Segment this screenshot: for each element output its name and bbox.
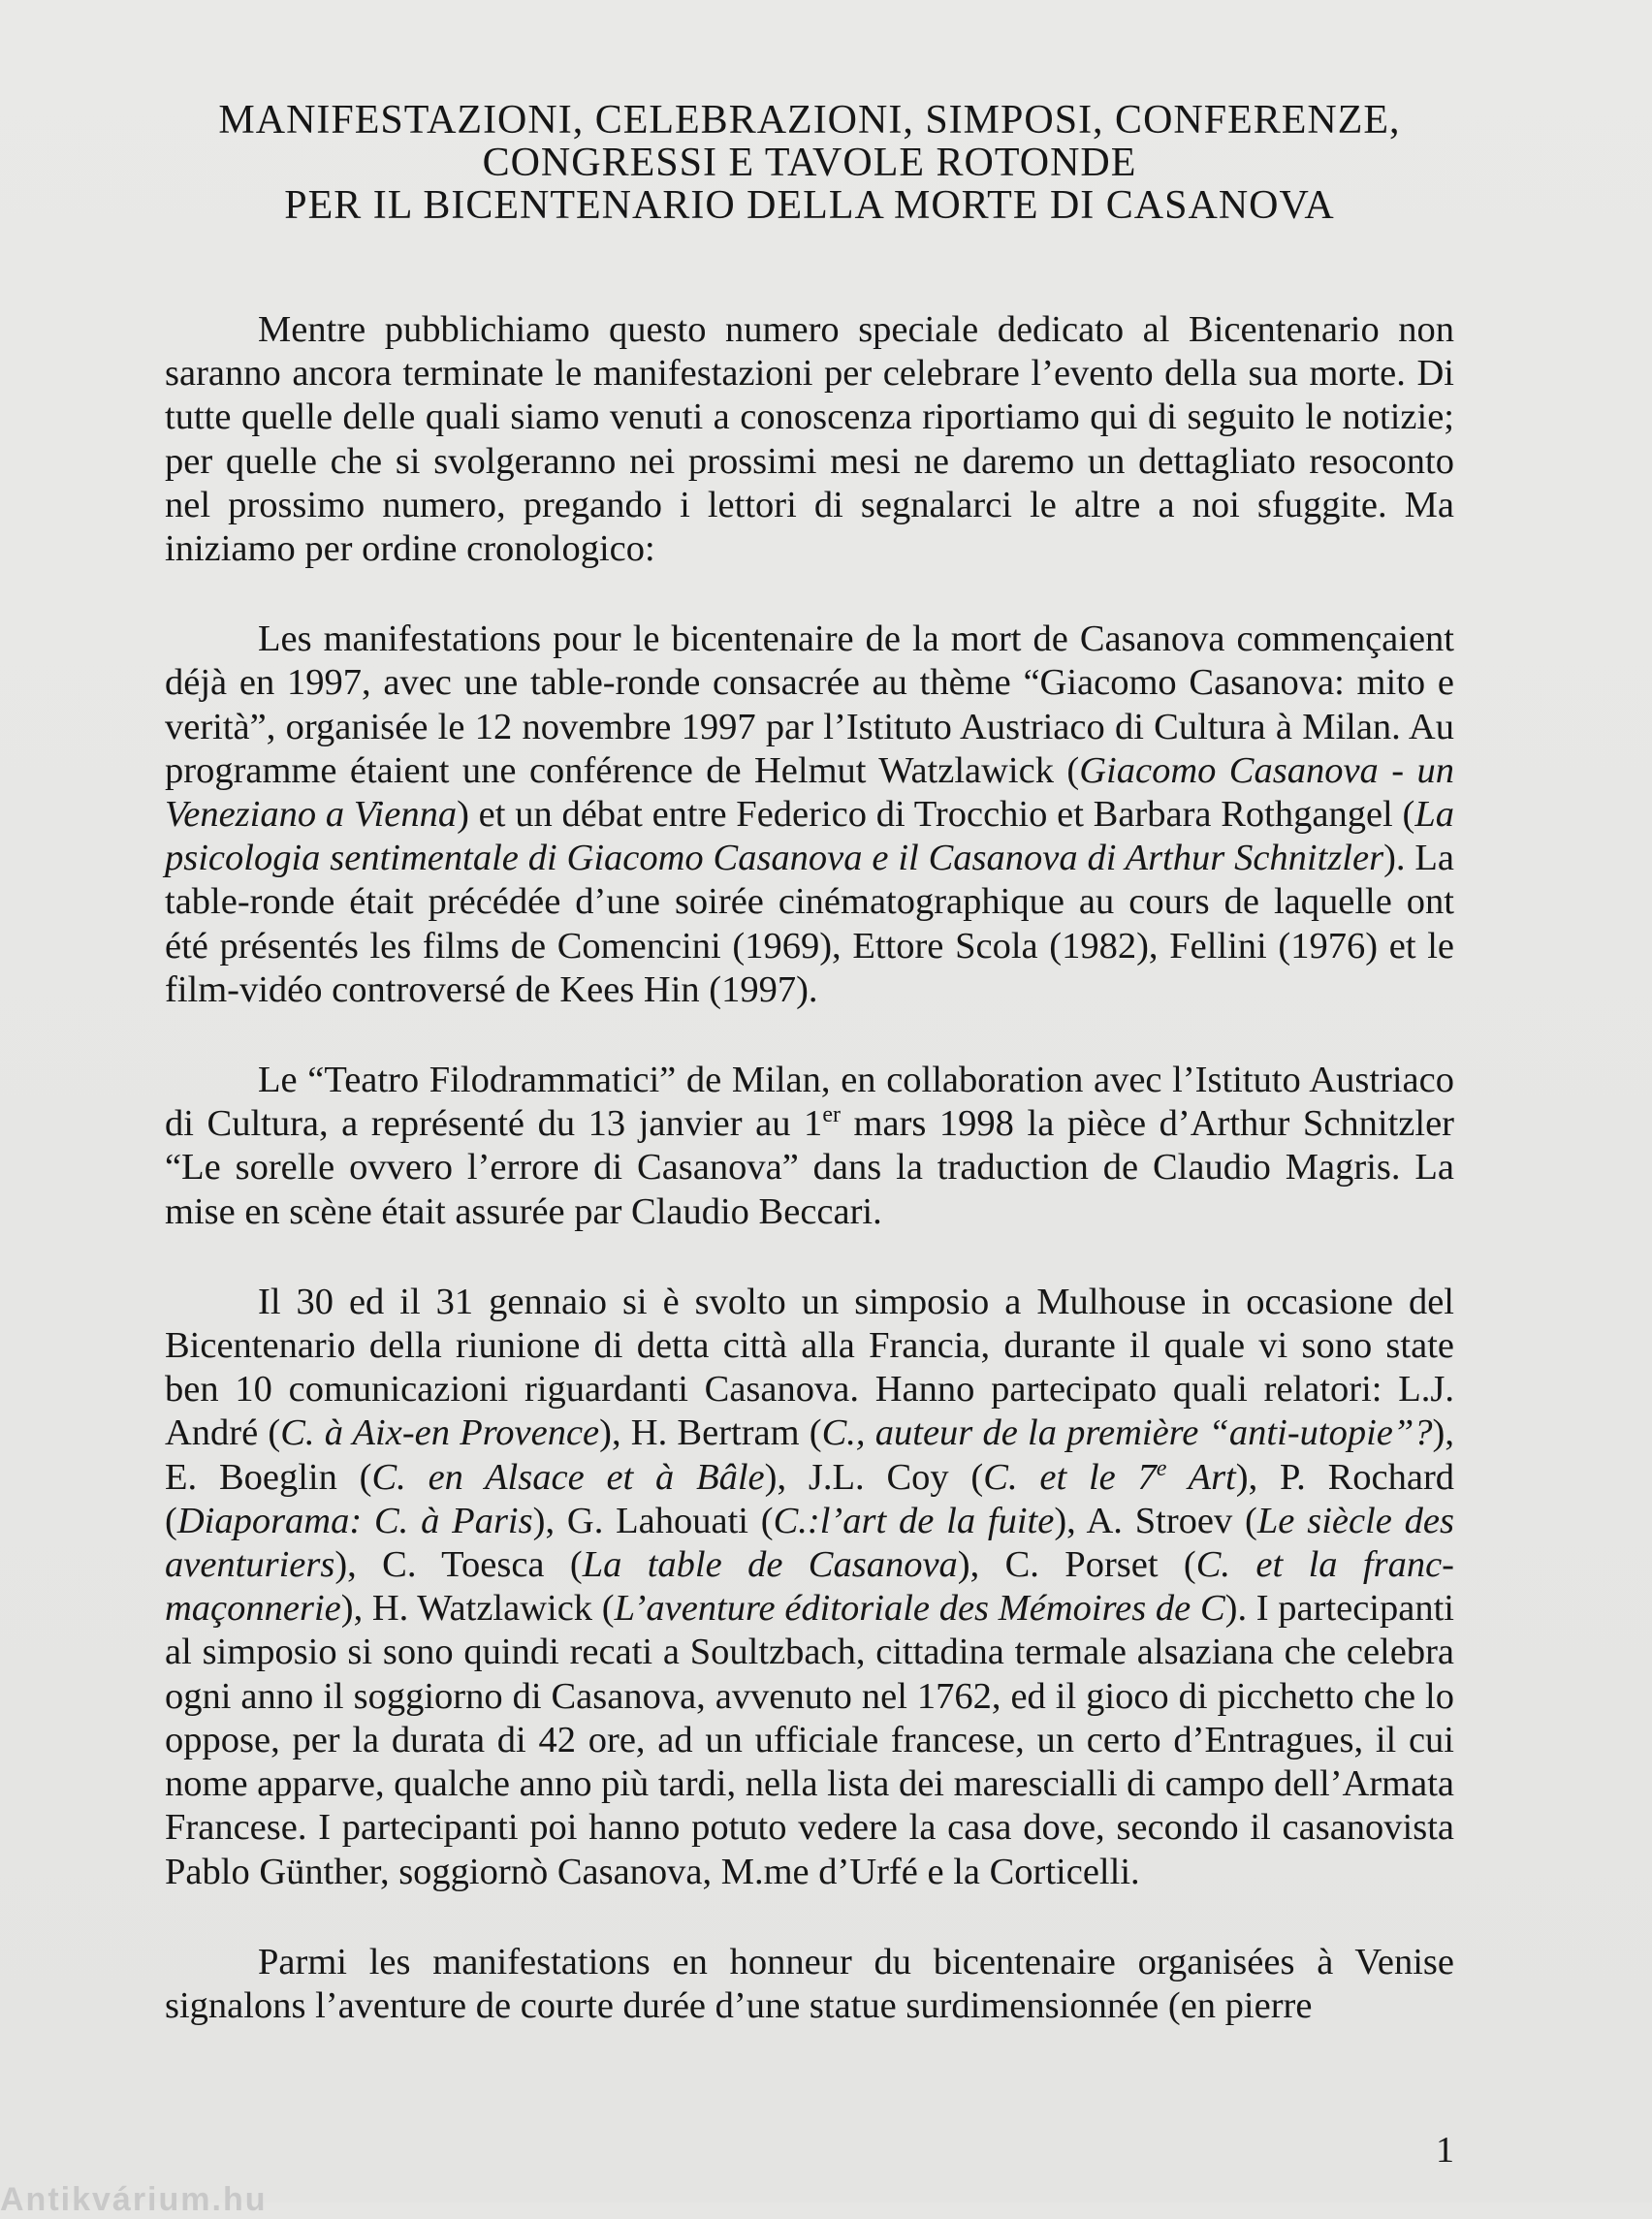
- italic-title-text: C. à Aix-en Provence: [280, 1412, 600, 1454]
- italic-title-text: Giacomo Casanova - un Veneziano a Vienna: [165, 749, 1454, 836]
- paragraph-text: ), C. Toesca (: [334, 1544, 583, 1586]
- italic-title-text: L’aventure éditoriale des Mémoires de C: [614, 1588, 1225, 1630]
- paragraph-4: [165, 1281, 1454, 1894]
- paragraph-text: Les manifestations pour le bicentenaire de la mort de Casanova commençaient déjà en 1997, avec une table-ronde consacrée au thème “Giacomo Casanova: mito e verità”, organisée le 12 novembre 1997 par l’Istituto Austriaco di Cultura à Milan. Au programme étaient une conférence de Helmut Watzlawick (: [165, 618, 1454, 791]
- paragraph-text: ), H. Watzlawick (: [340, 1588, 615, 1630]
- paragraph-text: ). I partecipanti al simposio si sono quindi recati a Soultzbach, cittadina termale alsaziana che celebra ogni anno il soggiorno di Casanova, avvenuto nel 1762, ed il gioco di picchetto che lo oppose, per la durata di 42 ore, ad un ufficiale francese, un certo d’Entragues, il cui nome apparve, qualche anno più tardi, nella lista dei marescialli di campo dell’Armata Francese. I partecipanti poi hanno potuto vedere la casa dove, secondo il casanovista Pablo Günther, soggiornò Casanova, M.me d’Urfé e la Corticelli.: [165, 1588, 1454, 1892]
- superscript-text: e: [1156, 1455, 1167, 1481]
- italic-title-text: C., auteur de la première “anti-utopie”?: [821, 1412, 1433, 1454]
- title-line-2: CONGRESSI E TAVOLE ROTONDE: [482, 141, 1137, 185]
- paragraph-text: ), J.L. Coy (: [764, 1456, 984, 1498]
- article-title: [165, 99, 1454, 227]
- italic-title-text: Diaporama: C. à Paris: [176, 1500, 533, 1541]
- paragraph-3: [165, 1059, 1454, 1234]
- italic-title-text: Le siècle des aventuriers: [165, 1500, 1454, 1586]
- paragraph-1: [165, 308, 1454, 571]
- superscript-text: er: [822, 1102, 841, 1128]
- italic-title-text: C. en Alsace et à Bâle: [371, 1456, 765, 1498]
- paragraph-text: ), E. Boeglin (: [165, 1412, 1454, 1498]
- page-number: 1: [1436, 2130, 1454, 2171]
- paragraph-text: ). La table-ronde était précédée d’une soirée cinématographique au cours de laquelle ont été présentés les films de Comencini (1969), Ettore Scola (1982), Fellini (1976) et le film-vidéo controversé de Kees Hin (1997).: [165, 838, 1454, 1010]
- paragraph-2: [165, 618, 1454, 1012]
- paragraph-text: ), G. Lahouati (: [532, 1500, 774, 1541]
- italic-title-text: Art: [1166, 1456, 1236, 1498]
- title-line-1: MANIFESTAZIONI, CELEBRAZIONI, SIMPOSI, CONFERENZE,: [218, 98, 1401, 143]
- paragraph-text: ), H. Bertram (: [599, 1412, 822, 1454]
- italic-title-text: C.:l’art de la fuite: [773, 1500, 1055, 1541]
- italic-title-text: C. et le 7: [983, 1456, 1157, 1498]
- watermark-logo: Antikvárium.hu: [0, 2181, 268, 2218]
- paragraph-text: ), C. Porset (: [957, 1544, 1196, 1586]
- paragraph-text: Il 30 ed il 31 gennaio si è svolto un simposio a Mulhouse in occasione del Bicentenario della riunione di detta città alla Francia, durante il quale vi sono state ben 10 comunicazioni riguardanti Casanova. Hanno partecipato quali relatori: L.J. André (: [165, 1281, 1454, 1454]
- paragraph-text: ), P. Rochard (: [165, 1456, 1455, 1541]
- italic-title-text: La psicologia sentimentale di Giacomo Casanova e il Casanova di Arthur Schnitzler: [165, 794, 1454, 879]
- paragraph-text: ), A. Stroev (: [1054, 1500, 1257, 1541]
- italic-title-text: La table de Casanova: [582, 1544, 958, 1586]
- paragraph-text: Le “Teatro Filodrammatici” de Milan, en collaboration avec l’Istituto Austriaco di Cultura, a représenté du 13 janvier au 1: [165, 1060, 1454, 1145]
- paragraph-text: ) et un débat entre Federico di Trocchio et Barbara Rothgangel (: [457, 794, 1415, 836]
- paragraph-text: mars 1998 la pièce d’Arthur Schnitzler “Le sorelle ovvero l’errore di Casanova” dans la traduction de Claudio Magris. La mise en scène était assurée par Claudio Beccari.: [165, 1103, 1454, 1232]
- paragraph-text: Parmi les manifestations en honneur du bicentenaire organisées à Venise signalons l’aventure de courte durée d’une statue surdimensionnée (en pierre: [165, 1941, 1454, 2026]
- italic-title-text: C. et la franc-maçonnerie: [165, 1544, 1454, 1630]
- article-body: [165, 308, 1454, 2075]
- title-line-3: PER IL BICENTENARIO DELLA MORTE DI CASANOVA: [284, 183, 1335, 228]
- paragraph-5: [165, 1941, 1454, 2028]
- paragraph-text: Mentre pubblichiamo questo numero speciale dedicato al Bicentenario non saranno ancora terminate le manifestazioni per celebrare l’evento della sua morte. Di tutte quelle delle quali siamo venuti a conoscenza riportiamo qui di seguito le notizie; per quelle che si svolgeranno nei prossimi mesi ne daremo un dettagliato resoconto nel prossimo numero, pregando i lettori di segnalarci le altre a noi sfuggite. Ma iniziamo per ordine cronologico:: [165, 309, 1454, 570]
